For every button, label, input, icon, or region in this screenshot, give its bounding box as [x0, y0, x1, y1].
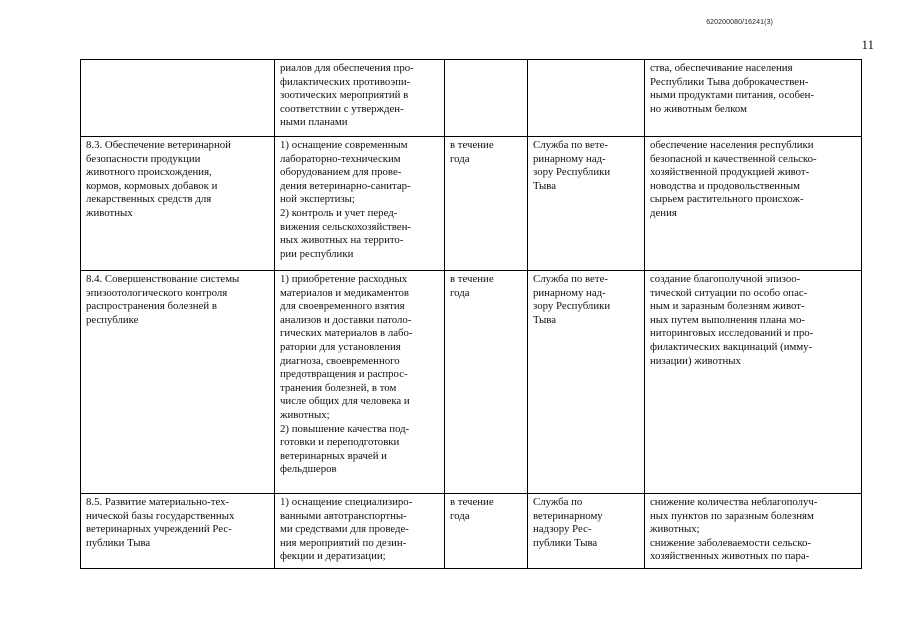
- table-row-8-4: [81, 271, 862, 494]
- cell-executor: Служба по ветеринарному надзору Рес- публики Тыва: [528, 494, 645, 569]
- cell-period: в течение года: [445, 137, 528, 271]
- cell-period: в течение года: [445, 494, 528, 569]
- measures-table: [80, 59, 862, 569]
- cell-period: в течение года: [445, 271, 528, 494]
- cell-executor: [528, 60, 645, 137]
- cell-name: 8.5. Развитие материально-тех- нической базы государственных ветеринарных учреждений Рес- публики Тыва: [81, 494, 275, 569]
- cell-result: создание благополучной эпизоо- тической ситуации по особо опас- ным и заразным болезням живот- ных путем выполнения плана мо- ниторинговых исследований и про- филактических вакцинаций (имму- низации) животных: [645, 271, 862, 494]
- cell-executor: Служба по вете- ринарному над- зору Республики Тыва: [528, 271, 645, 494]
- cell-name: [81, 60, 275, 137]
- cell-executor: Служба по вете- ринарному над- зору Республики Тыва: [528, 137, 645, 271]
- cell-activities: 1) приобретение расходных материалов и медикаментов для своевременного взятия анализов и доставки патоло- гических материалов в лабо- ратории для установления диагноза, своевременного предотвращения и распрос- транения болезней, в том числе общих для человека и животных; 2) повышение качества под- готовки и переподготовки ветеринарных врачей и фельдшеров: [275, 271, 445, 494]
- table-row-8-3: [81, 137, 862, 271]
- cell-activities: 1) оснащение современным лабораторно-техническим оборудованием для прове- дения ветеринарно-санитар- ной экспертизы; 2) контроль и учет перед- вижения сельскохозяйствен- ных животных на террито- рии республики: [275, 137, 445, 271]
- cell-activities: риалов для обеспечения про- филактических противоэпи- зоотических мероприятий в соответствии с утвержден- ными планами: [275, 60, 445, 137]
- table-row-8-5: [81, 494, 862, 569]
- cell-result: ства, обеспечивание населения Республики Тыва доброкачествен- ными продуктами питания, особен- но животным белком: [645, 60, 862, 137]
- table-row-continuation: [81, 60, 862, 137]
- cell-period: [445, 60, 528, 137]
- cell-result: обеспечение населения республики безопасной и качественной сельско- хозяйственной продукцией живот- новодства и продовольственным сырьем растительного происхож- дения: [645, 137, 862, 271]
- page-number: 11: [861, 37, 874, 52]
- cell-activities: 1) оснащение специализиро- ванными автотранспортны- ми средствами для проведе- ния мероприятий по дезин- фекции и дератизации;: [275, 494, 445, 569]
- document-code: 620200080/16241(3): [706, 19, 773, 26]
- cell-result: снижение количества неблагополуч- ных пунктов по заразным болезням животных; снижение заболеваемости сельско- хозяйственных животных по пара-: [645, 494, 862, 569]
- cell-name: 8.4. Совершенствование системы эпизоотологического контроля распространения болезней в республике: [81, 271, 275, 494]
- cell-name: 8.3. Обеспечение ветеринарной безопасности продукции животного происхождения, кормов, кормовых добавок и лекарственных средств для животных: [81, 137, 275, 271]
